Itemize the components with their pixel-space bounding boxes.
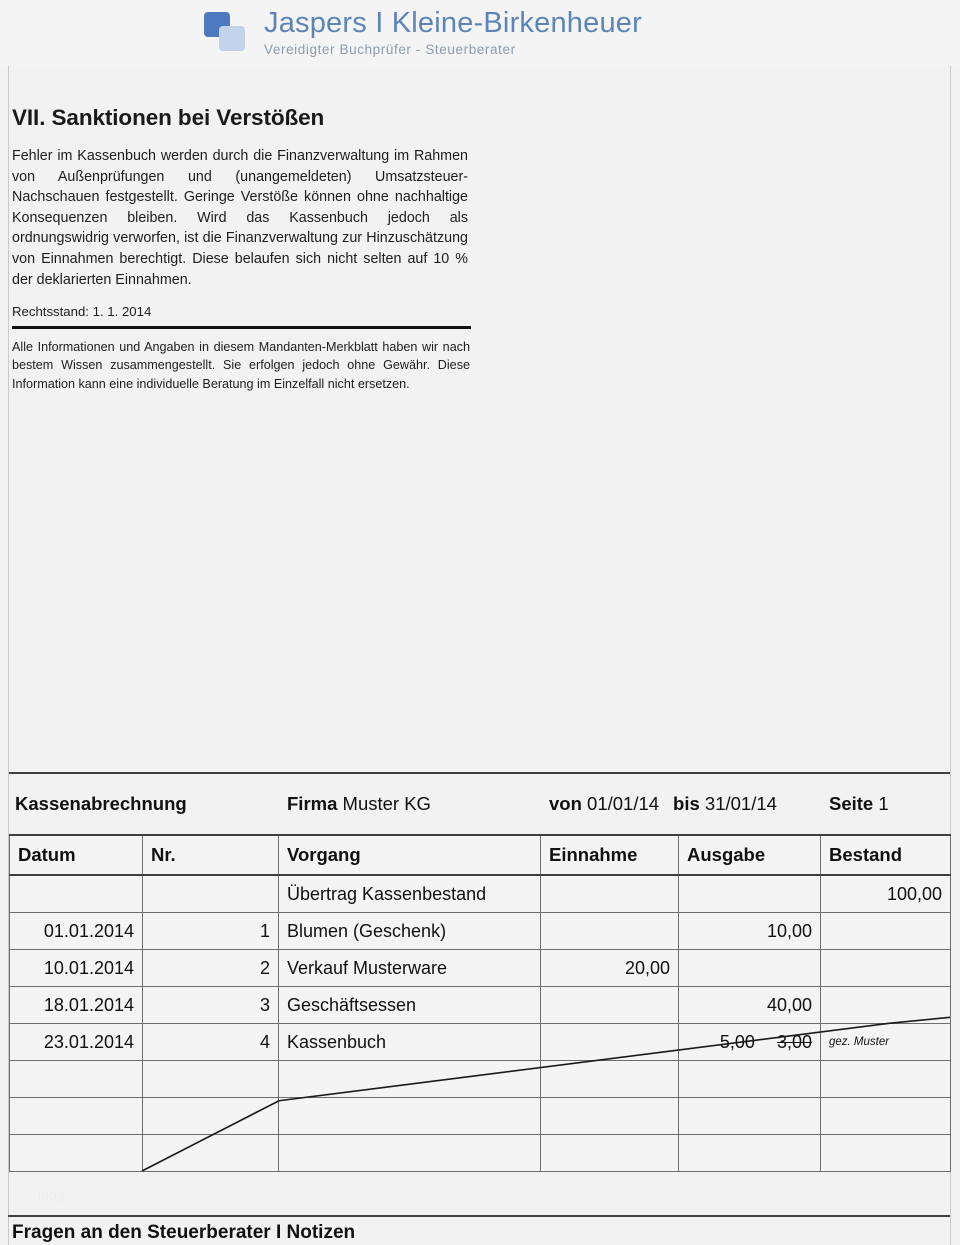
table-row — [10, 1098, 951, 1135]
cell-ausgabe — [679, 1135, 821, 1172]
form-page-number — [829, 793, 889, 815]
cell-vorgang — [279, 1098, 541, 1135]
cell-einnahme — [541, 913, 679, 950]
cell-einnahme — [541, 1061, 679, 1098]
col-header-einnahme: Einnahme — [541, 835, 679, 875]
ledger-table — [9, 834, 951, 1172]
cell-vorgang: Verkauf Musterware — [279, 950, 541, 987]
cell-vorgang: Kassenbuch — [279, 1024, 541, 1061]
cell-bestand — [821, 1135, 951, 1172]
cell-einnahme — [541, 1098, 679, 1135]
col-header-vorgang: Vorgang — [279, 835, 541, 875]
letterhead — [0, 0, 960, 66]
cell-bestand — [821, 1098, 951, 1135]
article-column — [12, 104, 468, 393]
cell-einnahme: 20,00 — [541, 950, 679, 987]
table-row — [10, 875, 951, 913]
cashbook-form — [9, 772, 950, 1172]
ausgabe-struck-value: 3,00 — [776, 1031, 812, 1052]
cell-einnahme — [541, 1024, 679, 1061]
horizontal-rule — [12, 326, 471, 329]
table-row — [10, 1135, 951, 1172]
bis-label: bis — [673, 793, 700, 814]
cell-einnahme — [541, 875, 679, 913]
col-header-ausgabe: Ausgabe — [679, 835, 821, 875]
logo-square-light — [219, 26, 245, 51]
cell-bestand — [821, 913, 951, 950]
firm-name: Jaspers I Kleine-Birkenheuer — [264, 7, 642, 39]
cell-ausgabe: 10,00 — [679, 913, 821, 950]
cell-einnahme — [541, 987, 679, 1024]
cell-nr: 4 — [143, 1024, 279, 1061]
cell-bestand: 100,00 — [821, 875, 951, 913]
von-label: von — [549, 793, 582, 814]
form-document-title: Kassenabrechnung — [15, 793, 187, 814]
cell-bestand — [821, 950, 951, 987]
notes-divider — [8, 1215, 950, 1217]
col-header-nr: Nr. — [143, 835, 279, 875]
cell-nr — [143, 1061, 279, 1098]
cell-datum: 10.01.2014 — [10, 950, 143, 987]
cell-signature: gez. Muster — [821, 1024, 951, 1061]
ausgabe-new-value: 5,00 — [719, 1031, 755, 1052]
form-company — [287, 793, 431, 815]
page-watermark: blog — [38, 1188, 65, 1203]
section-heading: VII. Sanktionen bei Verstößen — [12, 105, 325, 130]
cell-datum: 18.01.2014 — [10, 987, 143, 1024]
cell-nr: 3 — [143, 987, 279, 1024]
section-paragraph: Fehler im Kassenbuch werden durch die Finanzverwaltung im Rahmen von Außenprüfungen und (unangemeldeten) Umsatzsteuer-Nachschauen festgestellt. Geringe Verstöße können ohne nachhaltige Konsequenzen bleiben. Wird das Kassenbuch jedoch als ordnungswidrig verworfen, ist die Finanzverwaltung zur Hinzuschätzung von Einnahmen berechtigt. Diese belaufen sich nicht selten auf 10 % der deklarierten Einnahmen. — [12, 148, 468, 288]
cell-datum — [10, 1135, 143, 1172]
seite-value: 1 — [878, 793, 889, 814]
cell-einnahme — [541, 1135, 679, 1172]
cell-datum: 01.01.2014 — [10, 913, 143, 950]
form-title-bar — [9, 772, 950, 834]
cell-nr: 1 — [143, 913, 279, 950]
table-row — [10, 1024, 951, 1061]
cell-ausgabe — [679, 1061, 821, 1098]
cell-datum — [10, 1061, 143, 1098]
table-row — [10, 950, 951, 987]
form-period — [549, 793, 777, 815]
cell-datum — [10, 875, 143, 913]
cell-vorgang — [279, 1135, 541, 1172]
table-row — [10, 1061, 951, 1098]
cell-ausgabe: 40,00 — [679, 987, 821, 1024]
cell-nr — [143, 1098, 279, 1135]
cell-bestand — [821, 987, 951, 1024]
table-header-row — [10, 835, 951, 875]
ledger-table-wrapper — [9, 834, 950, 1172]
firma-label: Firma — [287, 793, 338, 814]
table-row — [10, 913, 951, 950]
firm-logo-icon — [204, 12, 254, 60]
ledger-body — [10, 875, 951, 1172]
firm-tagline: Vereidigter Buchprüfer - Steuerberater — [264, 42, 516, 57]
legal-status-date: Rechtsstand: 1. 1. 2014 — [12, 304, 152, 320]
cell-bestand — [821, 1061, 951, 1098]
notes-section-title: Fragen an den Steuerberater I Notizen — [12, 1222, 356, 1243]
cell-datum: 23.01.2014 — [10, 1024, 143, 1061]
cell-ausgabe-corrected — [679, 1024, 821, 1061]
col-header-datum: Datum — [10, 835, 143, 875]
cell-datum — [10, 1098, 143, 1135]
cell-nr — [143, 875, 279, 913]
cell-vorgang: Übertrag Kassenbestand — [279, 875, 541, 913]
col-header-bestand: Bestand — [821, 835, 951, 875]
cell-vorgang — [279, 1061, 541, 1098]
firma-value: Muster KG — [342, 793, 431, 814]
seite-label: Seite — [829, 793, 874, 814]
bis-value: 31/01/14 — [704, 793, 777, 814]
cell-vorgang: Geschäftsessen — [279, 987, 541, 1024]
cell-vorgang: Blumen (Geschenk) — [279, 913, 541, 950]
disclaimer-text: Alle Informationen und Angaben in diesem Mandanten-Merkblatt haben wir nach bestem Wissen zusammengestellt. Sie erfolgen jedoch ohne Gewähr. Diese Information kann eine individuelle Beratung im Einzelfall nicht ersetzen. — [12, 340, 470, 391]
cell-nr — [143, 1135, 279, 1172]
von-value: 01/01/14 — [587, 793, 660, 814]
table-row — [10, 987, 951, 1024]
cell-ausgabe — [679, 875, 821, 913]
cell-ausgabe — [679, 950, 821, 987]
cell-nr: 2 — [143, 950, 279, 987]
cell-ausgabe — [679, 1098, 821, 1135]
